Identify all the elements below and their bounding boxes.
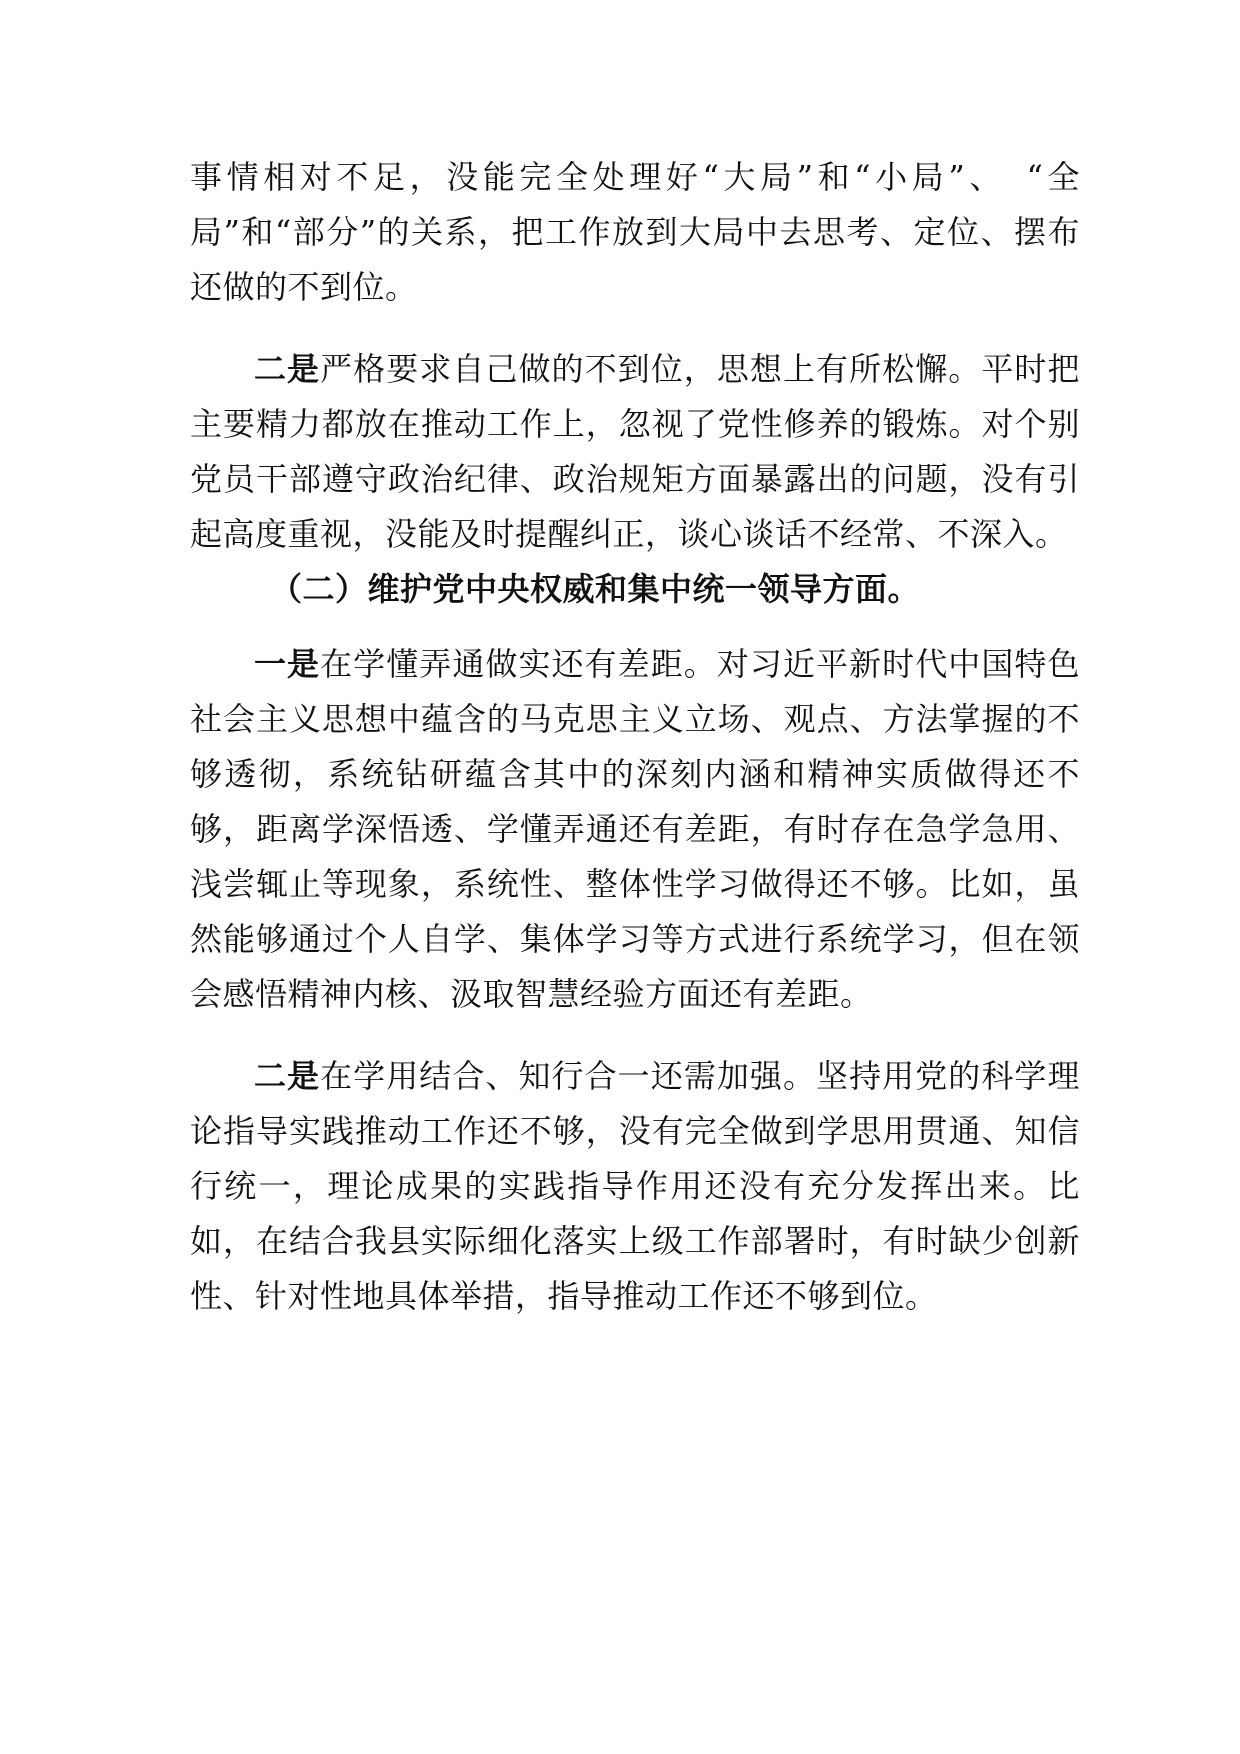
paragraph-second-point-b	[190, 1049, 1080, 1324]
paragraph-lead: 二是	[254, 350, 321, 388]
paragraph-text: 事情相对不足，没能完全处理好“大局”和“小局”、 “全局”和“部分”的关系，把工作放到大局中去思考、定位、摆布还做的不到位。	[190, 158, 1080, 306]
paragraph-lead: 二是	[254, 1057, 321, 1095]
section-heading: （二）维护党中央权威和集中统一领导方面。	[270, 570, 921, 608]
paragraph-second-point	[190, 342, 1080, 562]
document-body	[190, 150, 1080, 1324]
paragraph-first-point	[190, 637, 1080, 1022]
paragraph-text: 在学用结合、知行合一还需加强。坚持用党的科学理论指导实践推动工作还不够，没有完全做到学思用贯通、知信行统一，理论成果的实践指导作用还没有充分发挥出来。比如，在结合我县实际细化落实上级工作部署时，有时缺少创新性、针对性地具体举措，指导推动工作还不够到位。	[190, 1057, 1080, 1315]
paragraph-lead: 一是	[254, 645, 321, 683]
paragraph-text: 在学懂弄通做实还有差距。对习近平新时代中国特色社会主义思想中蕴含的马克思主义立场、观点、方法掌握的不够透彻，系统钻研蕴含其中的深刻内涵和精神实质做得还不够，距离学深悟透、学懂弄通还有差距，有时存在急学急用、浅尝辄止等现象，系统性、整体性学习做得还不够。比如，虽然能够通过个人自学、集体学习等方式进行系统学习，但在领会感悟精神内核、汲取智慧经验方面还有差距。	[190, 645, 1080, 1013]
paragraph-text: 严格要求自己做的不到位，思想上有所松懈。平时把主要精力都放在推动工作上，忽视了党性修养的锻炼。对个别党员干部遵守政治纪律、政治规矩方面暴露出的问题，没有引起高度重视，没能及时提醒纠正，谈心谈话不经常、不深入。	[190, 350, 1080, 553]
paragraph-continuation	[190, 150, 1080, 315]
